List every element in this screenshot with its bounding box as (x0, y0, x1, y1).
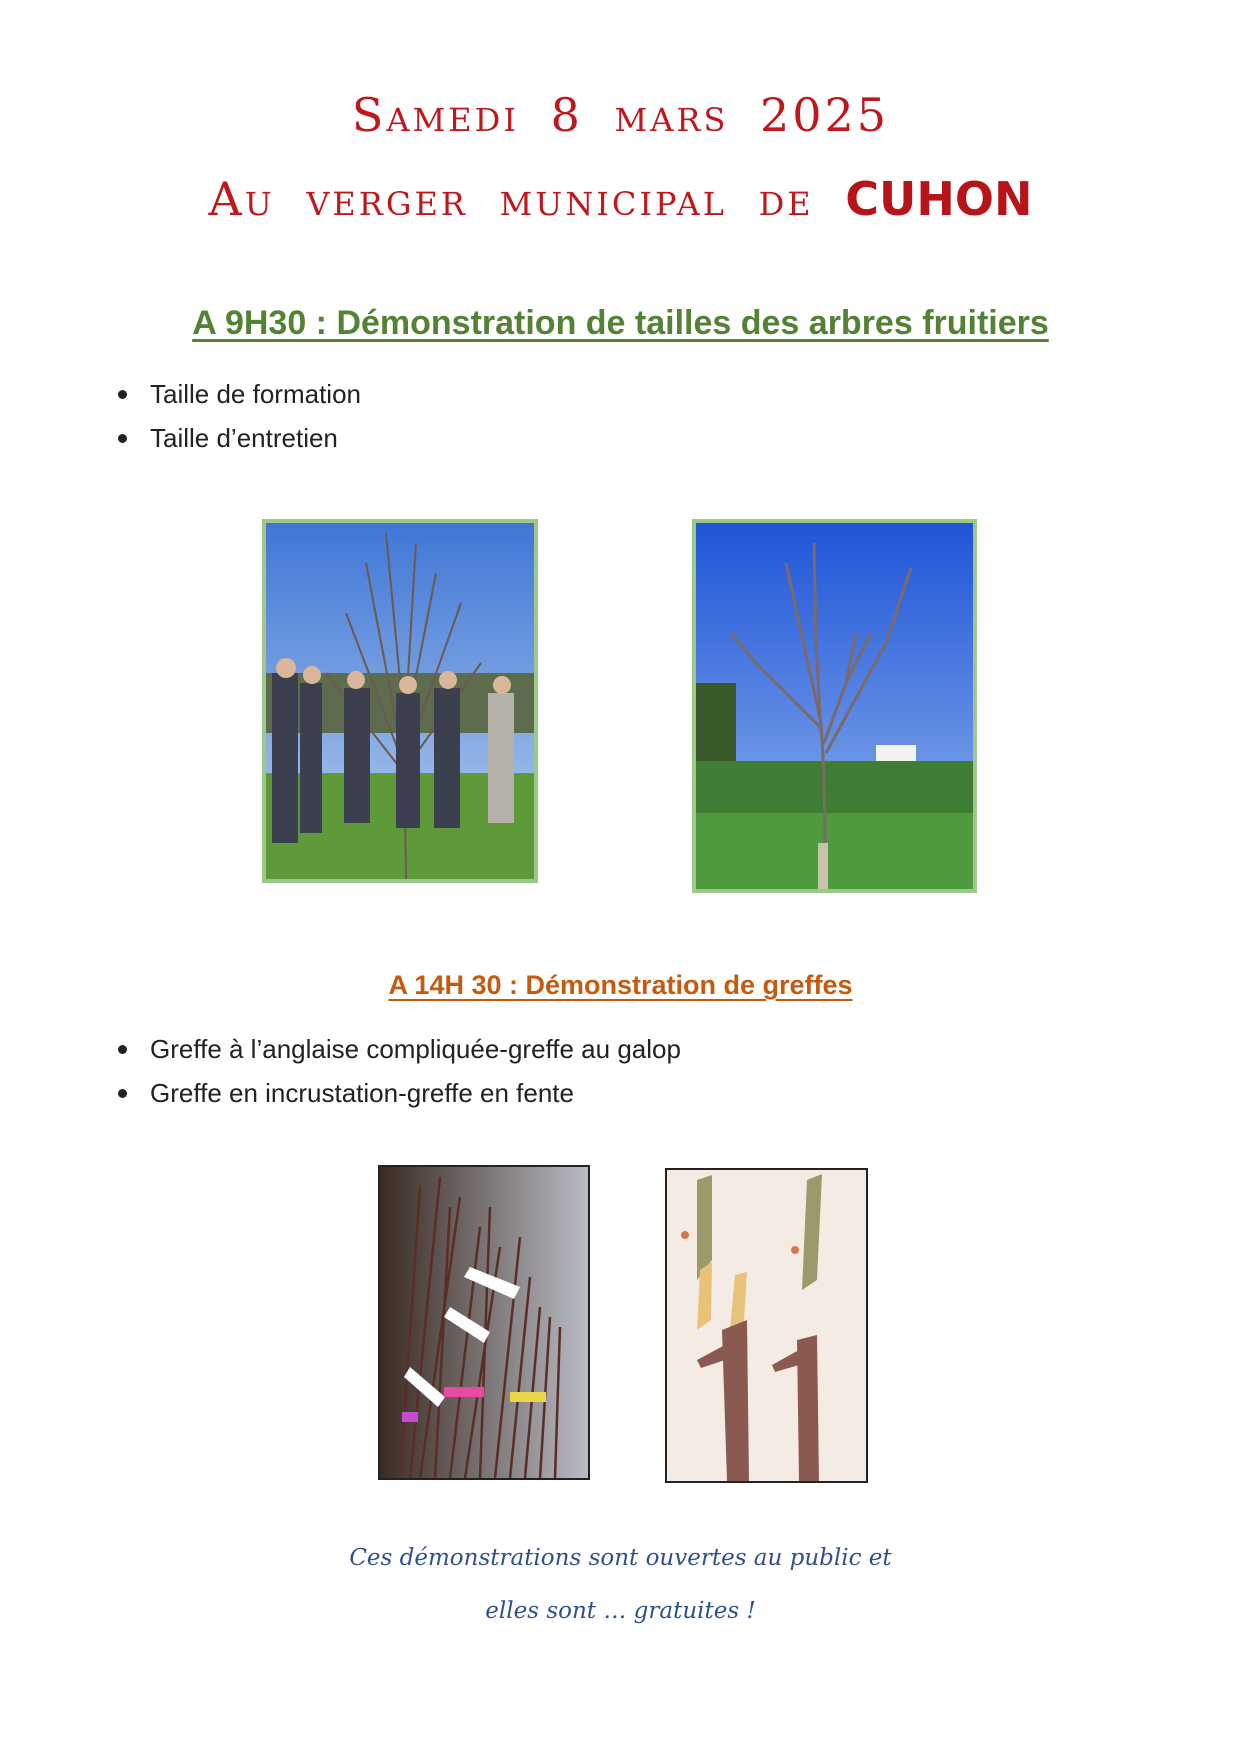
graft-diagram (665, 1168, 868, 1483)
young-tree-photo (692, 519, 977, 893)
scion-bundles-photo (378, 1165, 590, 1480)
location-prefix: Au verger municipal de (208, 172, 846, 226)
footer-line-1: Ces démonstrations sont ouvertes au public et (349, 1545, 892, 1571)
list-item: Taille d’entretien (118, 416, 361, 460)
event-date-title: Samedi 8 mars 2025 (351, 88, 890, 142)
list-item: Greffe à l’anglaise compliquée-greffe au galop (118, 1027, 681, 1071)
location-place: CUHON (845, 172, 1033, 226)
afternoon-list (118, 1027, 681, 1115)
morning-heading: A 9H30 : Démonstration de tailles des arbres fruitiers (192, 304, 1049, 342)
morning-list (118, 372, 361, 460)
pruning-group-photo (262, 519, 538, 883)
list-item: Greffe en incrustation-greffe en fente (118, 1071, 681, 1115)
list-item: Taille de formation (118, 372, 361, 416)
afternoon-heading: A 14H 30 : Démonstration de greffes (388, 970, 853, 1000)
footer-line-2: elles sont … gratuites ! (485, 1598, 756, 1624)
event-location-title (0, 172, 1241, 226)
